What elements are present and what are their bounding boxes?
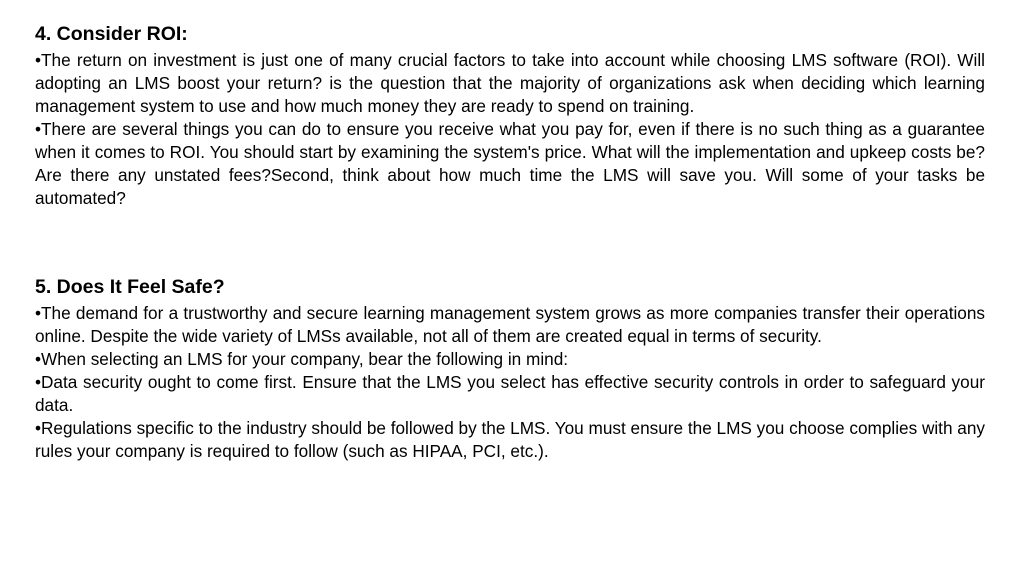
- bullet-paragraph: •The demand for a trustworthy and secure learning management system grows as more companies transfer their operations online. Despite the wide variety of LMSs available, not all of them are created equal in terms of security.: [35, 303, 985, 346]
- section-consider-roi: [35, 20, 985, 210]
- section-heading: 5. Does It Feel Safe?: [35, 276, 225, 298]
- bullet-paragraph: •The return on investment is just one of many crucial factors to take into account while choosing LMS software (ROI). Will adopting an LMS boost your return? is the question that the majority of organizations ask when deciding which learning management system to use and how much money they are ready to spend on training.: [35, 50, 985, 116]
- bullet-paragraph: •There are several things you can do to ensure you receive what you pay for, even if there is no such thing as a guarantee when it comes to ROI. You should start by examining the system's price. What will the implementation and upkeep costs be? Are there any unstated fees?Second, think about how much time the LMS will save you. Will some of your tasks be automated?: [35, 119, 985, 208]
- bullet-paragraph: •When selecting an LMS for your company, bear the following in mind:: [35, 349, 569, 369]
- section-heading: 4. Consider ROI:: [35, 23, 188, 45]
- bullet-paragraph: •Data security ought to come first. Ensure that the LMS you select has effective security controls in order to safeguard your data.: [35, 372, 985, 415]
- slide-content: [35, 20, 985, 463]
- section-does-it-feel-safe: [35, 273, 985, 463]
- bullet-paragraph: •Regulations specific to the industry should be followed by the LMS. You must ensure the LMS you choose complies with any rules your company is required to follow (such as HIPAA, PCI, etc.).: [35, 418, 985, 461]
